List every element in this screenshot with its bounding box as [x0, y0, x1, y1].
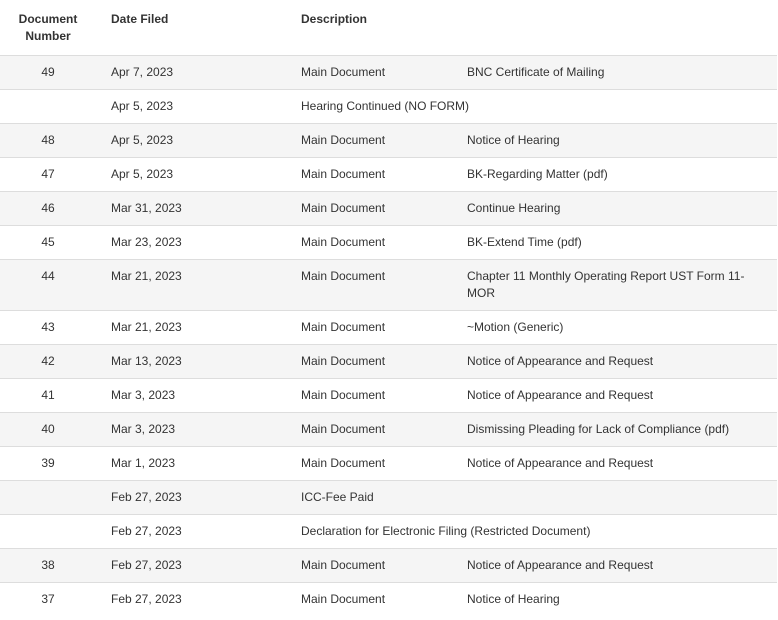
document-type-cell: Hearing Continued (NO FORM)	[301, 99, 470, 113]
description-cell: BK-Extend Time (pdf)	[467, 235, 582, 249]
document-type-cell: Main Document	[301, 235, 386, 249]
date-filed-cell: Feb 27, 2023	[111, 558, 182, 572]
document-type-cell: Main Document	[301, 269, 386, 283]
document-type-cell: Main Document	[301, 201, 386, 215]
description-cell: Notice of Hearing	[467, 592, 560, 606]
date-filed-cell: Mar 21, 2023	[111, 320, 182, 334]
table-row	[0, 481, 777, 515]
table-header	[0, 0, 777, 56]
document-number-cell: 39	[41, 456, 55, 470]
document-number-cell: 37	[41, 592, 55, 606]
table-row	[0, 379, 777, 413]
table-row	[0, 447, 777, 481]
description-cell: Dismissing Pleading for Lack of Compliance (pdf)	[467, 422, 730, 436]
description-cell: BNC Certificate of Mailing	[467, 65, 605, 79]
date-filed-cell: Apr 5, 2023	[111, 99, 174, 113]
table-row	[0, 311, 777, 345]
table-row	[0, 56, 777, 90]
date-filed-cell: Apr 5, 2023	[111, 133, 174, 147]
date-filed-cell: Feb 27, 2023	[111, 524, 182, 538]
document-type-cell: Main Document	[301, 133, 386, 147]
document-number-cell: 42	[41, 354, 55, 368]
date-filed-cell: Mar 13, 2023	[111, 354, 182, 368]
description-cell: Continue Hearing	[467, 201, 561, 215]
table-row	[0, 345, 777, 379]
column-header-document-number	[0, 0, 96, 56]
date-filed-cell: Mar 21, 2023	[111, 269, 182, 283]
document-number-cell: 49	[41, 65, 55, 79]
date-filed-cell: Mar 31, 2023	[111, 201, 182, 215]
date-filed-cell: Mar 3, 2023	[111, 422, 176, 436]
document-type-cell: Main Document	[301, 388, 386, 402]
document-number-cell: 41	[41, 388, 55, 402]
document-type-cell: Main Document	[301, 592, 386, 606]
header-number-line1: Document	[18, 12, 78, 26]
table-row	[0, 549, 777, 583]
document-number-cell	[0, 481, 96, 515]
date-filed-cell: Mar 23, 2023	[111, 235, 182, 249]
document-type-cell: Main Document	[301, 456, 386, 470]
date-filed-cell: Apr 5, 2023	[111, 167, 174, 181]
header-row	[0, 0, 777, 56]
document-number-cell: 45	[41, 235, 55, 249]
description-cell: Notice of Appearance and Request	[467, 388, 654, 402]
document-type-cell: ICC-Fee Paid	[301, 490, 374, 504]
document-type-cell: Main Document	[301, 320, 386, 334]
document-type-cell: Main Document	[301, 167, 386, 181]
document-type-cell: Declaration for Electronic Filing (Restricted Document)	[301, 524, 591, 538]
table-row	[0, 583, 777, 617]
document-number-cell	[0, 90, 96, 124]
document-type-cell: Main Document	[301, 422, 386, 436]
table-row	[0, 158, 777, 192]
table-row	[0, 90, 777, 124]
description-cell: Notice of Appearance and Request	[467, 558, 654, 572]
description-cell: Notice of Appearance and Request	[467, 354, 654, 368]
table-row	[0, 124, 777, 158]
document-number-cell: 43	[41, 320, 55, 334]
date-filed-cell: Feb 27, 2023	[111, 592, 182, 606]
document-type-cell: Main Document	[301, 354, 386, 368]
date-filed-cell: Mar 3, 2023	[111, 388, 176, 402]
description-cell: Notice of Appearance and Request	[467, 456, 654, 470]
column-header-description: Description	[301, 12, 368, 26]
document-type-cell: Main Document	[301, 65, 386, 79]
description-cell: BK-Regarding Matter (pdf)	[467, 167, 608, 181]
date-filed-cell: Apr 7, 2023	[111, 65, 174, 79]
description-cell: Chapter 11 Monthly Operating Report UST Form 11-MOR	[467, 269, 745, 300]
table-row	[0, 515, 777, 549]
document-type-cell: Main Document	[301, 558, 386, 572]
document-number-cell: 47	[41, 167, 55, 181]
header-number-line2: Number	[25, 29, 71, 43]
description-cell: Notice of Hearing	[467, 133, 560, 147]
document-number-cell	[0, 515, 96, 549]
table-row	[0, 413, 777, 447]
table-body	[0, 56, 777, 617]
table-row	[0, 192, 777, 226]
date-filed-cell: Mar 1, 2023	[111, 456, 176, 470]
document-number-cell: 48	[41, 133, 55, 147]
document-number-cell: 40	[41, 422, 55, 436]
table-row	[0, 260, 777, 311]
date-filed-cell: Feb 27, 2023	[111, 490, 182, 504]
document-number-cell: 38	[41, 558, 55, 572]
table-row	[0, 226, 777, 260]
document-number-cell: 46	[41, 201, 55, 215]
document-number-cell: 44	[41, 269, 55, 283]
column-header-date-filed: Date Filed	[111, 12, 169, 26]
description-cell: ~Motion (Generic)	[467, 320, 564, 334]
